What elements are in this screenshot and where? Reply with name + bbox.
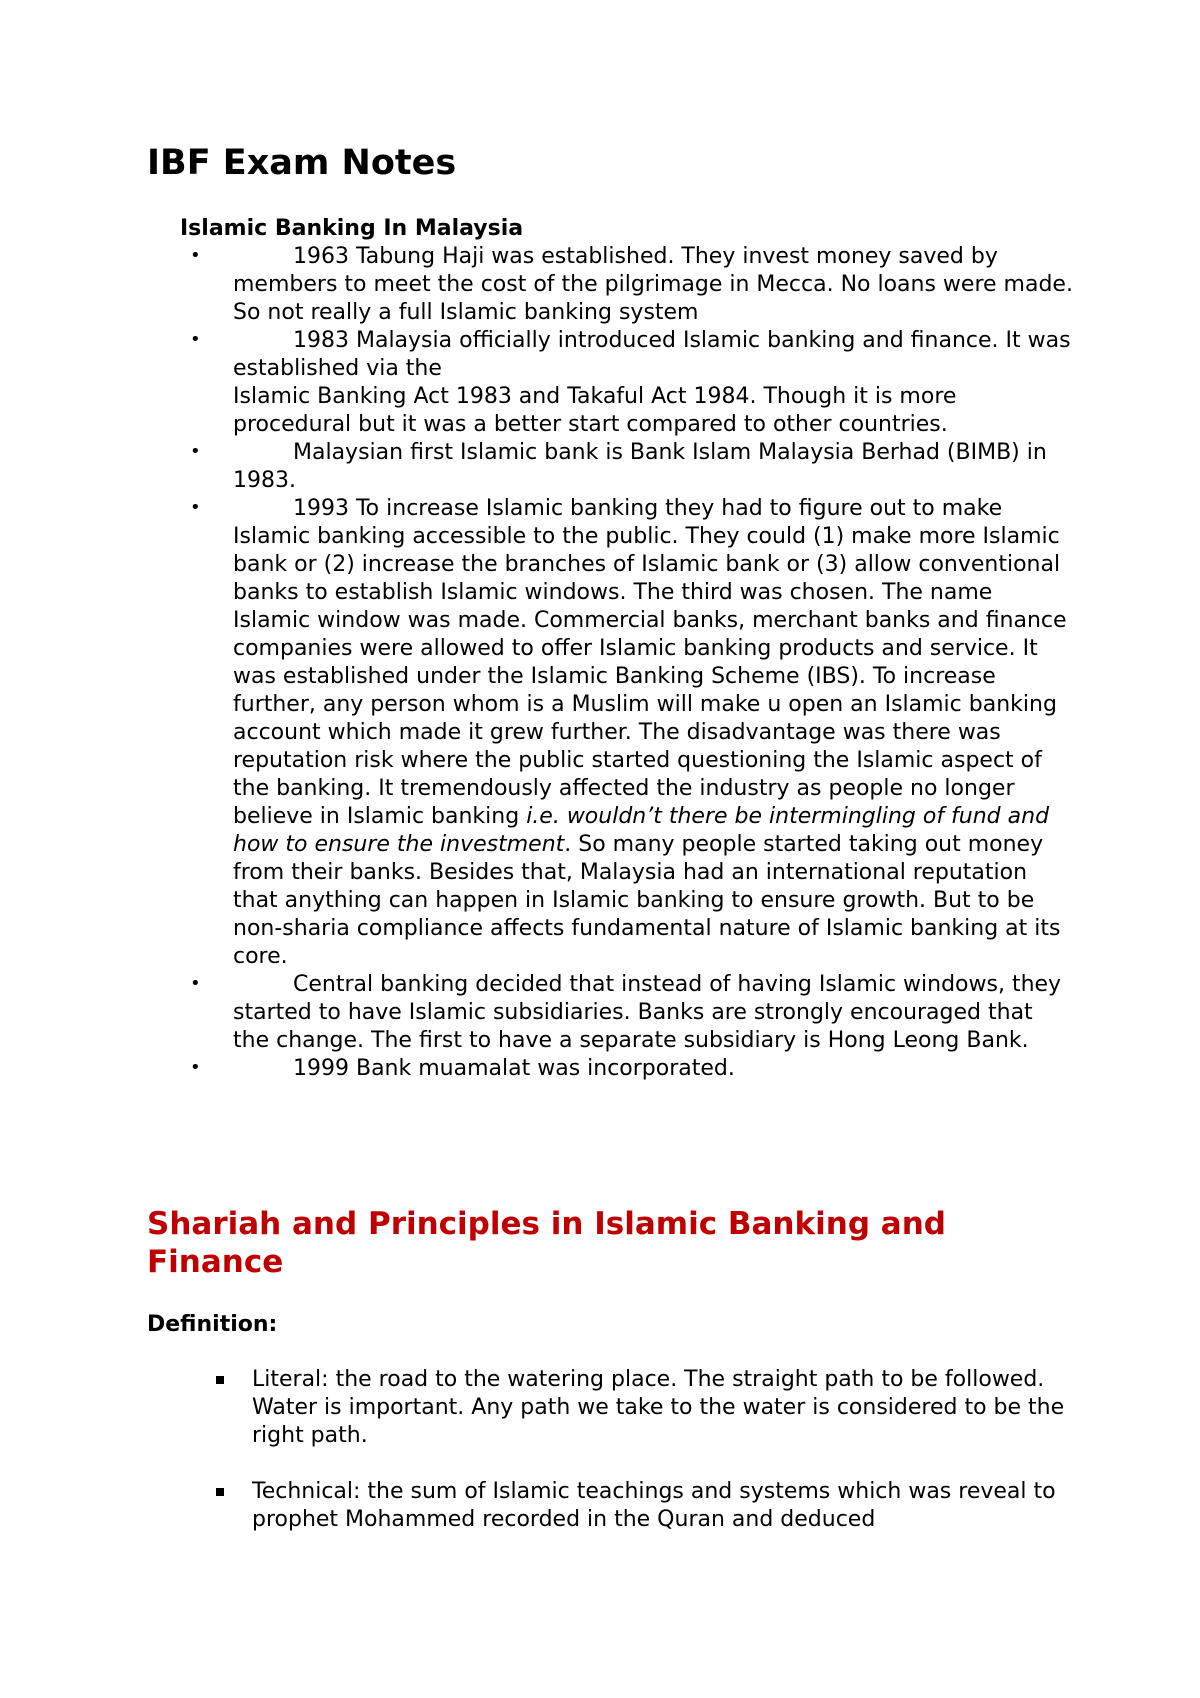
list-item xyxy=(0,243,1073,327)
list-item xyxy=(0,971,1073,1055)
list-item-text: Central banking decided that instead of having Islamic windows, they started to have Islamic subsidiaries. Banks are strongly encouraged that the change. The first to have a separate subsidiary is Hong Leong Bank. xyxy=(233,972,1062,1053)
bullet-icon: • xyxy=(190,441,201,462)
bullet-icon: • xyxy=(190,329,201,350)
bullet-icon: • xyxy=(190,245,201,266)
definition-bullet-list xyxy=(0,1366,1072,1562)
list-item-text-continued: . So many people started taking out money from their banks. Besides that, Malaysia had an international reputation that anything can happen in Islamic banking to ensure growth. But to be non-sharia compliance affects fundamental nature of Islamic banking at its core. xyxy=(233,832,1061,969)
list-item-text: Malaysian first Islamic bank is Bank Islam Malaysia Berhad (BIMB) in 1983. xyxy=(233,440,1047,493)
list-item-text: Literal: the road to the watering place. The straight path to be followed. Water is important. Any path we take to the water is considered to be the right path. xyxy=(252,1367,1065,1448)
section-heading-islamic-banking-malaysia: Islamic Banking In Malaysia xyxy=(180,216,524,241)
list-item-text: 1983 Malaysia officially introduced Islamic banking and finance. It was established via the xyxy=(233,328,1071,381)
list-item xyxy=(0,1055,1073,1083)
list-item-text-continued: Islamic Banking Act 1983 and Takaful Act 1984. Though it is more procedural but it was a better start compared to other countries. xyxy=(233,384,957,437)
list-item-italic-text: i.e. wouldn’t there be intermingling of fund and how to ensure the investment xyxy=(233,804,1050,857)
section-heading-shariah-principles: Shariah and Principles in Islamic Banking and Finance xyxy=(147,1206,946,1280)
square-bullet-icon xyxy=(216,1376,224,1384)
list-item-text: 1993 To increase Islamic banking they had to figure out to make Islamic banking accessible to the public. They could (1) make more Islamic bank or (2) increase the branches of Islamic bank or (3) allow conventional banks to establish Islamic windows. The third was chosen. The name Islamic window was made. Commercial banks, merchant banks and finance companies were allowed to offer Islamic banking products and service. It was established under the Islamic Banking Scheme (IBS). To increase further, any person whom is a Muslim will make u open an Islamic banking account which made it grew further. The disadvantage was there was reputation risk where the public started questioning the Islamic aspect of the banking. It tremendously affected the industry as people no longer believe in Islamic banking xyxy=(233,496,1067,829)
document-title: IBF Exam Notes xyxy=(147,143,457,183)
square-bullet-icon xyxy=(216,1488,224,1496)
bullet-icon: • xyxy=(190,973,201,994)
definition-label: Definition: xyxy=(147,1312,278,1337)
list-item xyxy=(0,495,1073,971)
list-item xyxy=(0,1478,1072,1534)
list-item-text: 1963 Tabung Haji was established. They invest money saved by members to meet the cost of the pilgrimage in Mecca. No loans were made. So not really a full Islamic banking system xyxy=(233,244,1073,325)
bullet-icon: • xyxy=(190,1057,201,1078)
list-item xyxy=(0,439,1073,495)
list-item-text: Technical: the sum of Islamic teachings and systems which was reveal to prophet Mohammed recorded in the Quran and deduced xyxy=(252,1479,1056,1532)
bullet-icon: • xyxy=(190,497,201,518)
list-item-text: 1999 Bank muamalat was incorporated. xyxy=(293,1056,735,1081)
list-item xyxy=(0,1366,1072,1450)
history-bullet-list xyxy=(0,243,1073,1083)
list-item xyxy=(0,327,1073,439)
